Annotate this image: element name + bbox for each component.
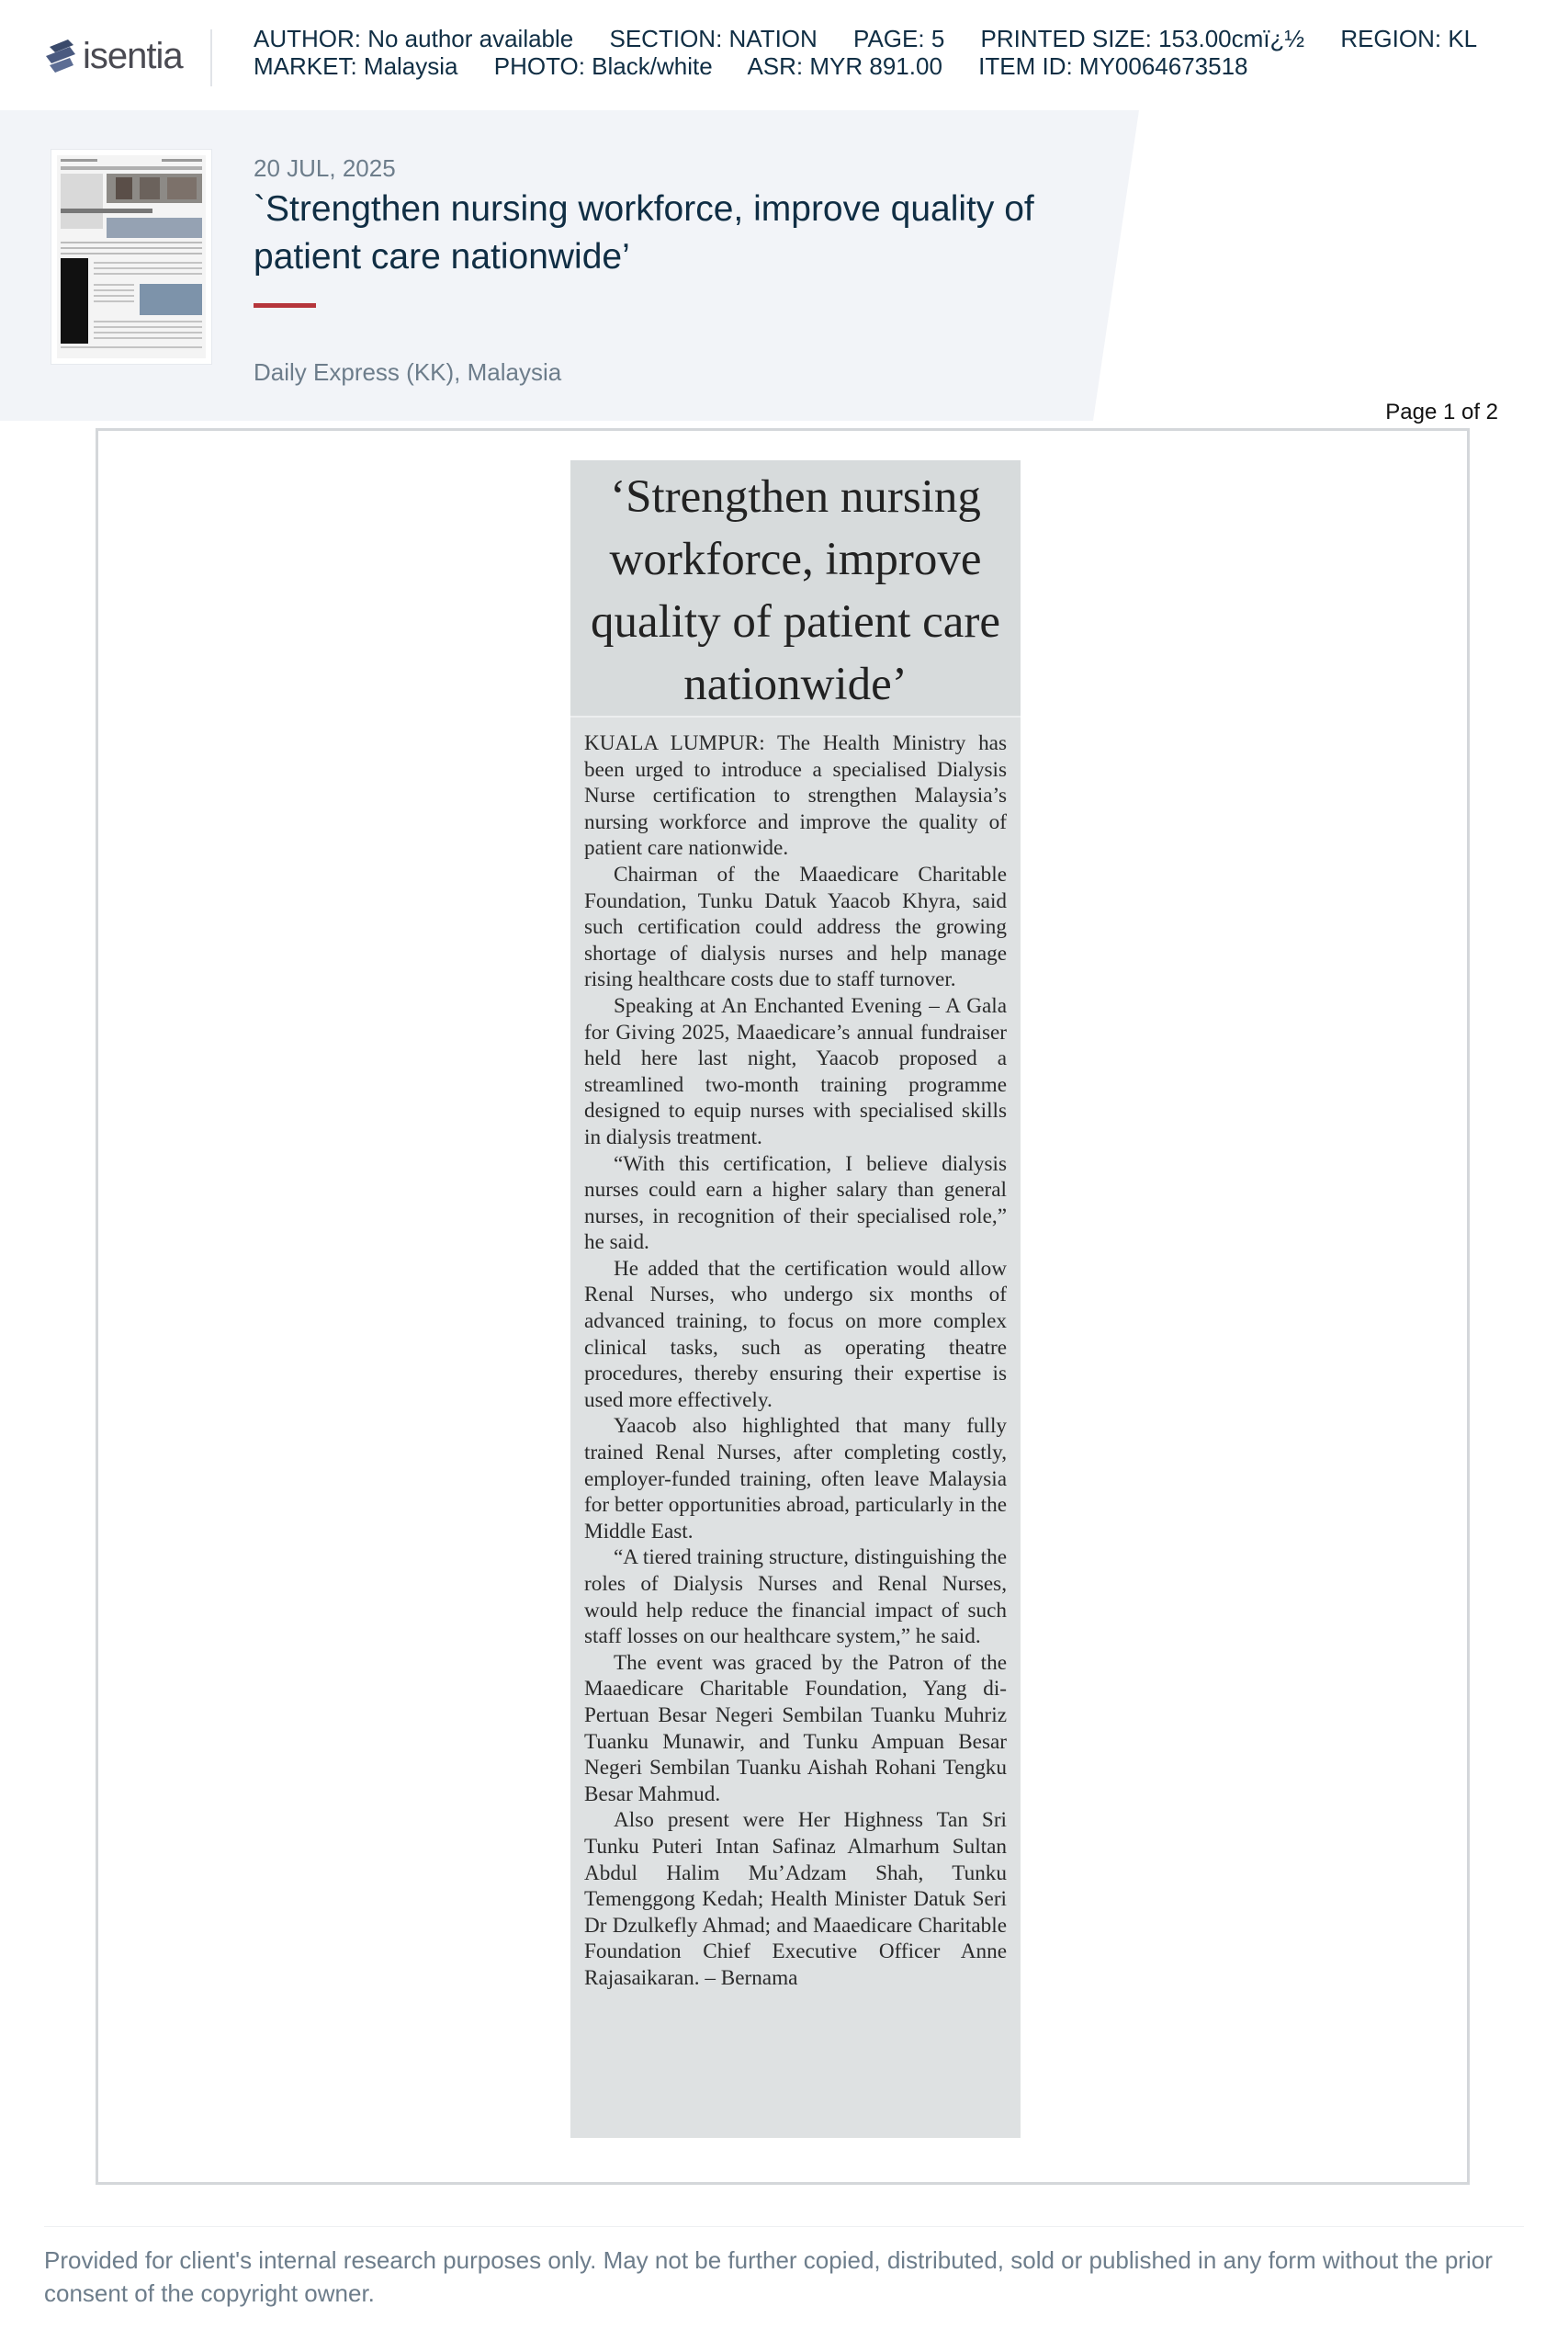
metadata-row-2: [254, 52, 1506, 80]
metadata-block: [254, 25, 1506, 80]
copyright-notice: Provided for client's internal research purposes only. May not be further copied, distributed, sold or published in any form without the prior consent of the copyright owner.: [44, 2246, 1493, 2307]
clipping-paragraph: The event was graced by the Patron of the Maaedicare Charitable Foundation, Yang di-Pertuan Besar Negeri Sembilan Tuanku Muhriz Tuanku Munawir, and Tunku Ampuan Besar Negeri Sembilan Tuanku Aishah Rohani Tengku Besar Mahmud.: [584, 1650, 1007, 1806]
meta-item-id: ITEM ID: MY0064673518: [978, 52, 1248, 80]
meta-asr: ASR: MYR 891.00: [747, 52, 942, 80]
meta-author: AUTHOR: No author available: [254, 25, 574, 52]
metadata-header: [0, 0, 1568, 110]
meta-section: SECTION: NATION: [609, 25, 818, 52]
page-thumbnail[interactable]: [51, 150, 211, 364]
article-source: Daily Express (KK), Malaysia: [254, 358, 562, 386]
clipping-paragraph: Yaacob also highlighted that many fully trained Renal Nurses, after completing costly, employer-funded training, often leave Malaysia for better opportunities abroad, particularly in the Middle East.: [584, 1414, 1007, 1544]
footer-divider: [44, 2226, 1524, 2227]
isentia-logo: [42, 33, 183, 79]
clipping-paragraph: “With this certification, I believe dialysis nurses could earn a higher salary than general nurses, in recognition of their specialised role,” he said.: [584, 1151, 1007, 1255]
clipping-paragraph: Speaking at An Enchanted Evening – A Gala for Giving 2025, Maaedicare’s annual fundraiser held here last night, Yaacob proposed a streamlined two-month training programme designed to equip nurses with specialised skills in dialysis treatment.: [584, 993, 1007, 1149]
meta-market: MARKET: Malaysia: [254, 52, 458, 80]
meta-photo: PHOTO: Black/white: [493, 52, 713, 80]
clipping-paragraph: Also present were Her Highness Tan Sri Tunku Puteri Intan Safinaz Almarhum Sultan Abdul Halim Mu’Adzam Shah, Tunku Temenggong Kedah; Health Minister Datuk Seri Dr Dzulkefly Ahmad; and Maaedicare Charitable Foundation Chief Executive Officer Anne Rajasaikaran. – Bernama: [584, 1808, 1007, 1990]
article-date: 20 JUL, 2025: [254, 154, 396, 182]
meta-page: PAGE: 5: [853, 25, 945, 52]
metadata-row-1: [254, 25, 1506, 52]
header-divider: [210, 29, 212, 86]
clipping-paragraph: He added that the certification would allow Renal Nurses, who undergo six months of advanced training, to focus on more complex clinical tasks, such as operating theatre procedures, thereby ensuring their expertise is used more effectively.: [584, 1256, 1007, 1412]
isentia-logo-icon: [42, 36, 79, 76]
article-headline: `Strengthen nursing workforce, improve quality of patient care nationwide’: [254, 189, 1034, 277]
meta-printed-size: PRINTED SIZE: 153.00cmï¿½: [980, 25, 1305, 52]
clipping-paragraph: KUALA LUMPUR: The Health Ministry has been urged to introduce a specialised Dialysis Nurse certification to strengthen Malaysia’s nursing workforce and improve the quality of patient care nationwide.: [584, 731, 1007, 861]
clipping-body: [584, 730, 1007, 1992]
clipping-header: [570, 460, 1021, 718]
page-indicator: Page 1 of 2: [1385, 400, 1498, 424]
clipping-paragraph: Chairman of the Maaedicare Charitable Foundation, Tunku Datuk Yaacob Khyra, said such certification could address the growing shortage of dialysis nurses and help manage rising healthcare costs due to staff turnover.: [584, 862, 1007, 992]
clipping-paragraph: “A tiered training structure, distinguishing the roles of Dialysis Nurses and Renal Nurses, would help reduce the financial impact of such staff losses on our healthcare system,” he said.: [584, 1545, 1007, 1649]
clipping-title: ‘Strengthen nursing workforce, improve quality of patient care nationwide’: [590, 471, 1001, 710]
newspaper-page-thumbnail-icon: [51, 150, 211, 364]
meta-region: REGION: KL: [1340, 25, 1478, 52]
news-clipping: [570, 460, 1021, 2138]
isentia-logo-text: isentia: [83, 36, 183, 76]
headline-accent-bar: [254, 303, 316, 308]
